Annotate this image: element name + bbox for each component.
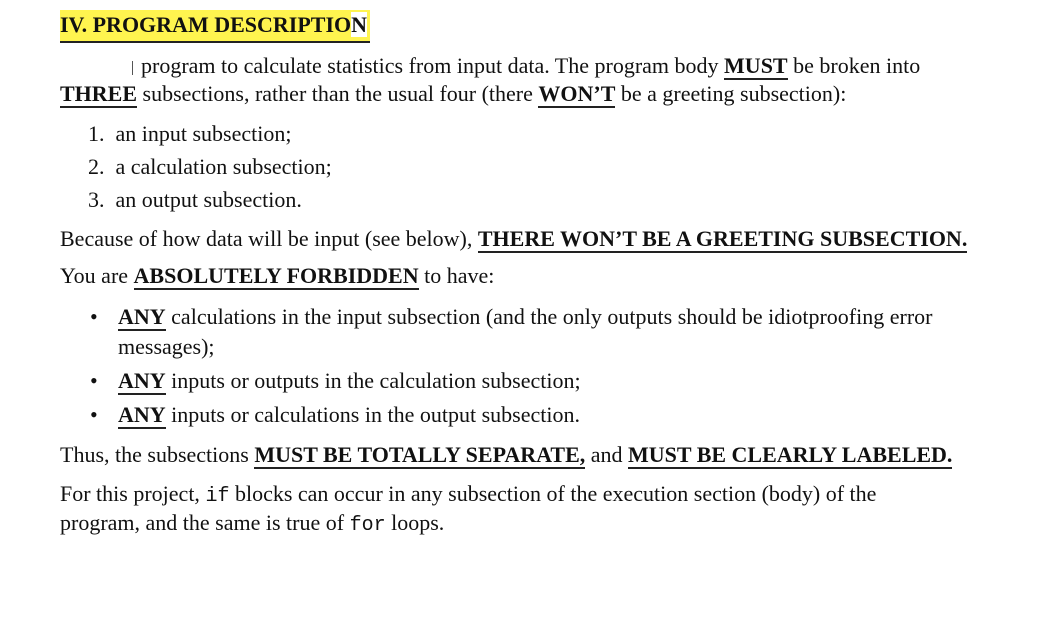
text-cursor-mark bbox=[132, 61, 133, 75]
if-code: if bbox=[205, 485, 230, 508]
project-paragraph-line1: For this project, if blocks can occur in any subsection of the execution section (body) of the bbox=[60, 481, 877, 508]
wont-emphasis: WON’T bbox=[538, 81, 616, 106]
must-emphasis: MUST bbox=[724, 53, 788, 78]
intro-paragraph-line1: program to calculate statistics from input data. The program body MUST be broken into bbox=[60, 52, 920, 80]
forbidden-paragraph: You are ABSOLUTELY FORBIDDEN to have: bbox=[60, 263, 495, 288]
numbered-item-calculation: 2. a calculation subsection; bbox=[88, 154, 332, 179]
any-emphasis: ANY bbox=[118, 304, 166, 329]
any-emphasis: ANY bbox=[118, 368, 166, 393]
because-paragraph: Because of how data will be input (see below), THERE WON’T BE A GREETING SUBSECTION. bbox=[60, 226, 968, 251]
heading-tail-text: N bbox=[351, 12, 368, 37]
numbered-item-input: 1. an input subsection; bbox=[88, 121, 292, 146]
labeled-emphasis: MUST BE CLEARLY LABELED. bbox=[628, 442, 953, 467]
any-emphasis: ANY bbox=[118, 402, 166, 427]
numbered-item-output: 3. an output subsection. bbox=[88, 187, 302, 212]
no-greeting-emphasis: THERE WON’T BE A GREETING SUBSECTION. bbox=[477, 226, 968, 251]
bullet-icon: • bbox=[90, 304, 98, 329]
separate-emphasis: MUST BE TOTALLY SEPARATE, bbox=[254, 442, 586, 467]
thus-paragraph: Thus, the subsections MUST BE TOTALLY SEPARATE, and MUST BE CLEARLY LABELED. bbox=[60, 442, 953, 467]
forbidden-emphasis: ABSOLUTELY FORBIDDEN bbox=[133, 263, 419, 288]
three-emphasis: THREE bbox=[60, 81, 138, 106]
for-code: for bbox=[349, 514, 386, 537]
bullet-icon: • bbox=[90, 402, 98, 427]
bullet-icon: • bbox=[90, 368, 98, 393]
project-paragraph-line2: program, and the same is true of for loops. bbox=[60, 510, 445, 537]
intro-paragraph-line2: THREE subsections, rather than the usual four (there WON’T be a greeting subsection): bbox=[60, 81, 847, 106]
heading-highlighted-text: IV. PROGRAM DESCRIPTIO bbox=[60, 12, 352, 37]
section-heading bbox=[60, 10, 370, 43]
